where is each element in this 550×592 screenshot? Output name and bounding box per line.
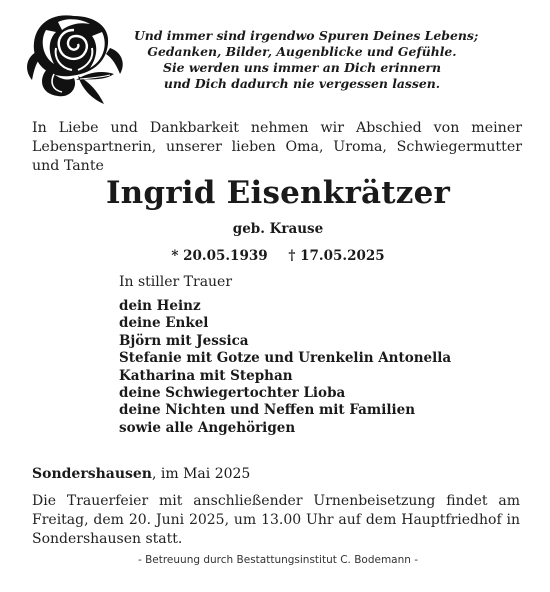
list-item: Katharina mit Stephan bbox=[119, 367, 293, 384]
mourning-label: In stiller Trauer bbox=[119, 274, 233, 290]
list-item: Stefanie mit Gotze und Urenkelin Antonella bbox=[119, 350, 452, 367]
place-date-line bbox=[32, 466, 250, 482]
motto-verse bbox=[134, 28, 479, 92]
motto-line: und Dich dadurch nie vergessen lassen. bbox=[163, 76, 441, 91]
rose-icon bbox=[18, 8, 130, 108]
place-date: , im Mai 2025 bbox=[151, 466, 251, 482]
list-item: deine Enkel bbox=[119, 315, 209, 332]
motto-line: Gedanken, Bilder, Augenblicke und Gefühle. bbox=[147, 44, 457, 59]
motto-line: Sie werden uns immer an Dich erinnern bbox=[163, 60, 441, 75]
intro-text: In Liebe und Dankbarkeit nehmen wir Abschied von meiner Lebenspartnerin, unserer lieben Oma, Uroma, Schwiegermutter und Tante bbox=[32, 120, 522, 174]
death-date: † 17.05.2025 bbox=[288, 248, 385, 264]
list-item: Björn mit Jessica bbox=[119, 332, 249, 349]
service-info: Die Trauerfeier mit anschließender Urnenbeisetzung findet am Freitag, dem 20. Juni 2025, um 13.00 Uhr auf dem Hauptfriedhof in Sondershausen statt. bbox=[32, 493, 520, 547]
list-item: deine Schwiegertochter Lioba bbox=[119, 385, 346, 402]
deceased-name: Ingrid Eisenkrätzer bbox=[105, 175, 451, 211]
survivors-list bbox=[119, 298, 451, 437]
list-item: deine Nichten und Neffen mit Familien bbox=[119, 402, 416, 419]
place-city: Sondershausen bbox=[32, 466, 152, 482]
funeral-home-credit: - Betreuung durch Bestattungsinstitut C. Bodemann - bbox=[137, 554, 419, 566]
life-dates bbox=[0, 248, 550, 264]
motto-line: Und immer sind irgendwo Spuren Deines Lebens; bbox=[134, 28, 479, 43]
maiden-name: geb. Krause bbox=[232, 221, 324, 237]
list-item: sowie alle Angehörigen bbox=[119, 419, 296, 436]
birth-date: * 20.05.1939 bbox=[171, 248, 268, 264]
list-item: dein Heinz bbox=[119, 298, 201, 314]
